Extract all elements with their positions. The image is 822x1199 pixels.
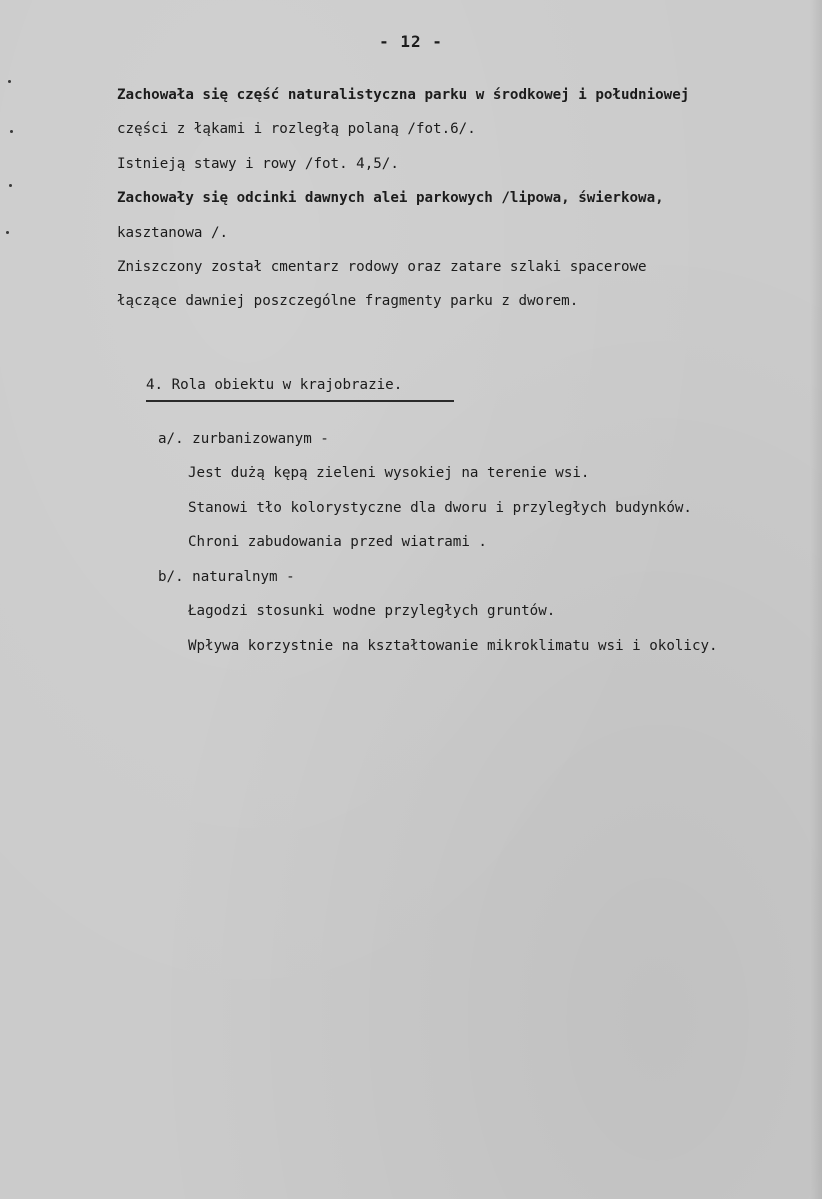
paragraph-line: łączące dawniej poszczególne fragmenty parku z dworem. bbox=[117, 293, 579, 309]
margin-mark bbox=[6, 231, 9, 234]
subsection-line: Wpływa korzystnie na kształtowanie mikroklimatu wsi i okolicy. bbox=[188, 638, 718, 654]
paragraph-line: Istnieją stawy i rowy /fot. 4,5/. bbox=[117, 156, 399, 172]
subsection-line: Jest dużą kępą zieleni wysokiej na terenie wsi. bbox=[188, 465, 590, 481]
margin-mark bbox=[8, 80, 11, 83]
page-number: - 12 - bbox=[379, 32, 443, 51]
subsection-line: Chroni zabudowania przed wiatrami . bbox=[188, 534, 487, 550]
subsection-label-b: b/. naturalnym - bbox=[158, 569, 295, 585]
section-heading: 4. Rola obiektu w krajobrazie. bbox=[146, 376, 454, 402]
paragraph-line: Zachowała się część naturalistyczna parku w środkowej i południowej bbox=[117, 87, 690, 103]
paragraph-line: części z łąkami i rozległą polaną /fot.6/. bbox=[117, 121, 476, 137]
paragraph-line: Zachowały się odcinki dawnych alei parkowych /lipowa, świerkowa, bbox=[117, 190, 664, 206]
paragraph-line: kasztanowa /. bbox=[117, 225, 229, 241]
subsection-line: Łagodzi stosunki wodne przyległych gruntów. bbox=[188, 603, 556, 619]
subsection-line: Stanowi tło kolorystyczne dla dworu i przyległych budynków. bbox=[188, 500, 692, 516]
subsection-label-a: a/. zurbanizowanym - bbox=[158, 431, 329, 447]
margin-mark bbox=[9, 184, 12, 187]
paragraph-line: Zniszczony został cmentarz rodowy oraz zatare szlaki spacerowe bbox=[117, 259, 647, 275]
page-edge-shadow bbox=[810, 0, 822, 1199]
margin-mark bbox=[10, 130, 13, 133]
